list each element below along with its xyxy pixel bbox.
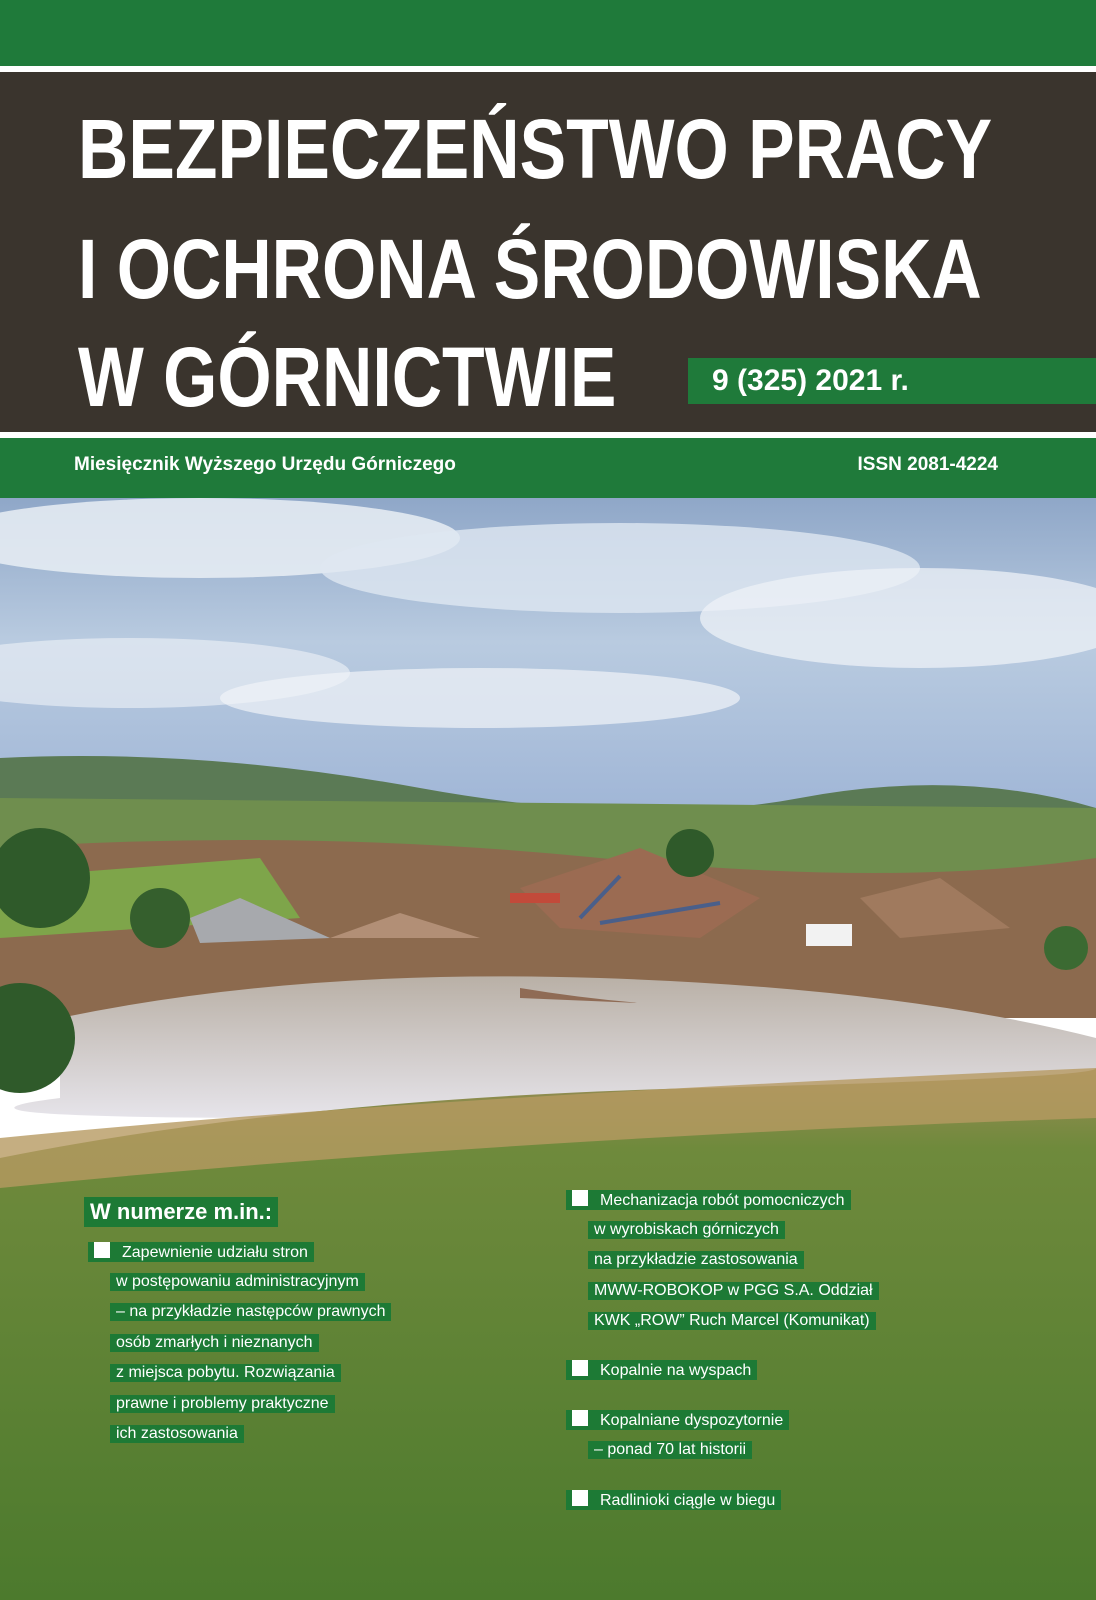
subtitle: Miesięcznik Wyższego Urzędu Górniczego: [74, 454, 456, 475]
right-article-3: Kopalniane dyspozytornie – ponad 70 lat historii: [566, 1410, 789, 1471]
list-item: Mechanizacja robót pomocniczych: [566, 1190, 879, 1221]
title-line-2: I OCHRONA ŚRODOWISKA: [78, 222, 982, 316]
list-item: Kopalnie na wyspach: [566, 1360, 757, 1391]
right-article-2: [566, 1360, 757, 1391]
title-line-1: BEZPIECZEŃSTWO PRACY: [78, 102, 993, 196]
list-item: Radlinioki ciągle w biegu: [566, 1490, 781, 1521]
title-line-3: W GÓRNICTWIE: [78, 330, 617, 424]
issn: ISSN 2081-4224: [857, 454, 998, 475]
bullet-icon: [572, 1410, 588, 1426]
left-articles: Zapewnienie udziału stron w postępowaniu administracyjnym – na przykładzie następców prawnych osób zmarłych i nieznanych z miejsca pobytu. Rozwiązania prawne i problemy praktyczne ich zastosowania: [88, 1242, 391, 1456]
issue-number: 9 (325) 2021 r.: [688, 358, 1096, 404]
list-item: Zapewnienie udziału stron: [88, 1242, 391, 1273]
top-green-band: [0, 0, 1096, 66]
bullet-icon: [572, 1360, 588, 1376]
contents-heading: W numerze m.in.:: [84, 1197, 278, 1227]
right-articles: Mechanizacja robót pomocniczych w wyrobiskach górniczych na przykładzie zastosowania MWW-ROBOKOP w PGG S.A. Oddział KWK „ROW” Ruch Marcel (Komunikat): [566, 1190, 879, 1343]
list-item: Kopalniane dyspozytornie: [566, 1410, 789, 1441]
right-article-4: [566, 1490, 781, 1521]
bullet-icon: [94, 1242, 110, 1258]
bullet-icon: [572, 1190, 588, 1206]
bullet-icon: [572, 1490, 588, 1506]
